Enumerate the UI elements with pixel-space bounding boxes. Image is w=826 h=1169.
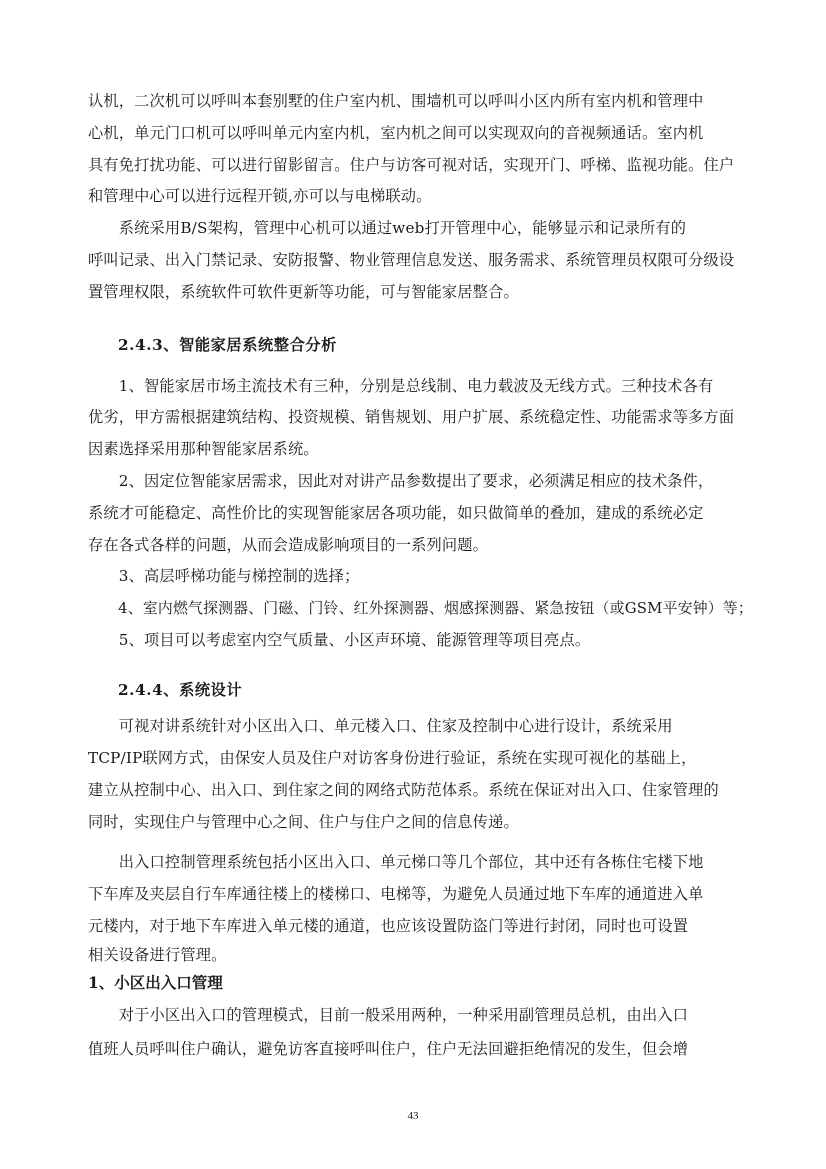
text-line: 出入口控制管理系统包括小区出入口、单元梯口等几个部位，其中还有各栋住宅楼下地: [88, 853, 704, 871]
page-number: 43: [407, 1110, 419, 1122]
text-line: 系统才可能稳定、高性价比的实现智能家居各项功能，如只做简单的叠加，建成的系统必定: [88, 504, 704, 522]
text-line: 存在各式各样的问题，从而会造成影响项目的一系列问题。: [88, 536, 489, 554]
text-line: 1、智能家居市场主流技术有三种，分别是总线制、电力载波及无线方式。三种技术各有: [88, 377, 714, 395]
text-line: TCP/IP联网方式，由保安人员及住户对访客身份进行验证，系统在实现可视化的基础上，: [88, 749, 697, 767]
text-line: 元楼内，对于地下车库进入单元楼的通道，也应该设置防盗门等进行封闭，同时也可设置: [88, 917, 689, 935]
text-line: 认机，二次机可以呼叫本套别墅的住户室内机、围墙机可以呼叫小区内所有室内机和管理中: [88, 92, 704, 110]
text-line: 优劣，甲方需根据建筑结构、投资规模、销售规划、用户扩展、系统稳定性、功能需求等多方面: [88, 408, 735, 426]
text-line: 和管理中心可以进行远程开锁,亦可以与电梯联动。: [88, 187, 432, 205]
text-line: 置管理权限，系统软件可软件更新等功能，可与智能家居整合。: [88, 283, 519, 301]
text-line: 值班人员呼叫住户确认，避免访客直接呼叫住户，住户无法回避拒绝情况的发生，但会增: [88, 1040, 689, 1058]
text-line: 相关设备进行管理。: [88, 946, 227, 964]
text-line: 3、高层呼梯功能与梯控制的选择；: [88, 567, 360, 585]
text-line: 可视对讲系统针对小区出入口、单元楼入口、住家及控制中心进行设计，系统采用: [88, 717, 673, 735]
text-line: 4、室内燃气探测器、门磁、门铃、红外探测器、烟感探测器、紧急按钮（或GSM平安钟）等；: [88, 599, 753, 617]
text-line: 下车库及夹层自行车库通往楼上的楼梯口、电梯等，为避免人员通过地下车库的通道进入单: [88, 885, 704, 903]
text-line: 心机，单元门口机可以呼叫单元内室内机，室内机之间可以实现双向的音视频通话。室内机: [88, 124, 704, 142]
section-heading-2-4-3: 2.4.3、智能家居系统整合分析: [118, 336, 337, 354]
subsection-heading: 1、小区出入口管理: [88, 973, 223, 992]
text-line: 5、项目可以考虑室内空气质量、小区声环境、能源管理等项目亮点。: [88, 631, 591, 649]
section-heading-2-4-4: 2.4.4、系统设计: [118, 681, 243, 699]
text-line: 具有免打扰功能、可以进行留影留言。住户与访客可视对话，实现开门、呼梯、监视功能。住户: [88, 156, 735, 174]
text-line: 建立从控制中心、出入口、到住家之间的网络式防范体系。系统在保证对出入口、住家管理的: [88, 781, 719, 799]
text-line: 因素选择采用那种智能家居系统。: [88, 440, 319, 458]
text-line: 同时，实现住户与管理中心之间、住户与住户之间的信息传递。: [88, 813, 519, 831]
text-line: 对于小区出入口的管理模式，目前一般采用两种，一种采用副管理员总机，由出入口: [88, 1006, 689, 1024]
text-line: 系统采用B/S架构，管理中心机可以通过web打开管理中心，能够显示和记录所有的: [88, 219, 687, 237]
text-line: 2、因定位智能家居需求，因此对对讲产品参数提出了要求，必须满足相应的技术条件，: [88, 472, 714, 490]
text-line: 呼叫记录、出入门禁记录、安防报警、物业管理信息发送、服务需求、系统管理员权限可分级设: [88, 251, 735, 269]
